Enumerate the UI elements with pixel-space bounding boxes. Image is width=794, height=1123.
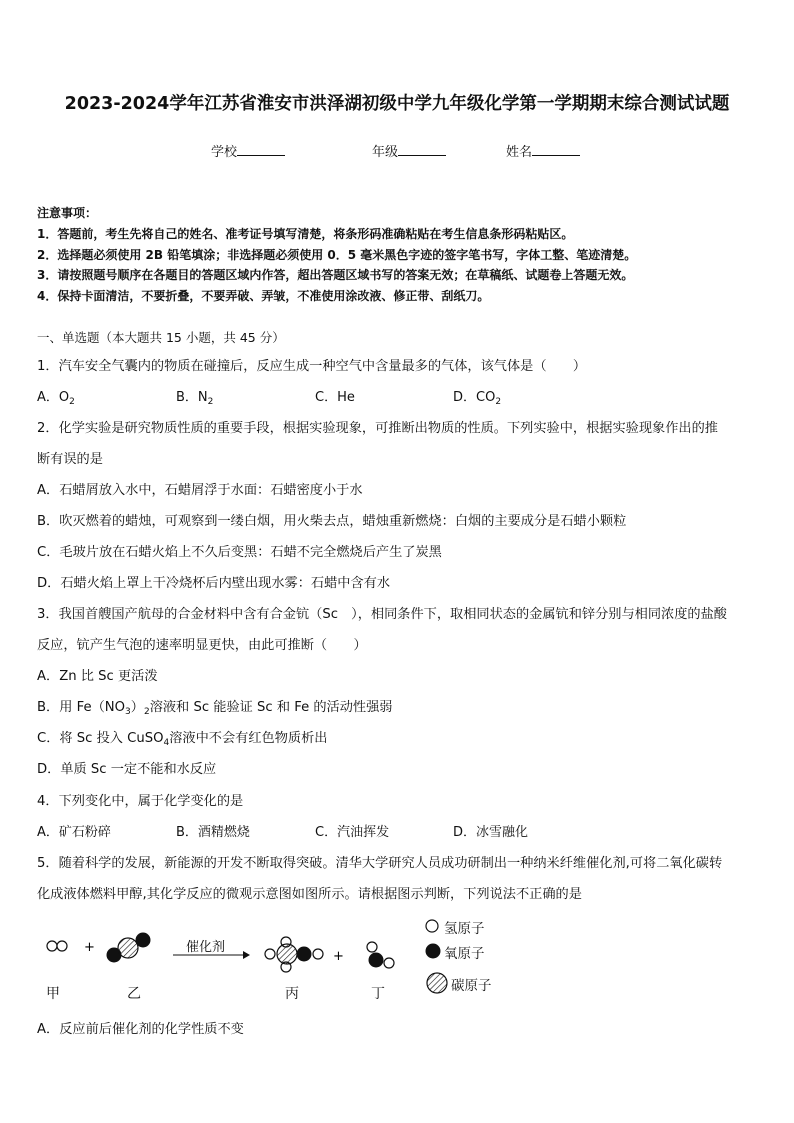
school-label: 学校	[211, 145, 238, 160]
q5-option-a: A．反应前后催化剂的化学性质不变	[37, 1022, 244, 1037]
reaction-diagram-svg	[0, 910, 794, 1010]
carbon-legend-icon	[427, 973, 447, 993]
q3-option-c: C．将 Sc 投入 CuSO$_4$溶液中不会有红色物质析出	[37, 731, 328, 748]
q3-option-d: D．单质 Sc 一定不能和水反应	[37, 762, 217, 777]
q4-stem: 4．下列变化中，属于化学变化的是	[37, 794, 244, 809]
q1-option-d: D．$CO_2$	[453, 390, 502, 407]
school-blank[interactable]	[237, 143, 285, 156]
q2-option-c: C．毛玻片放在石蜡火焰上不久后变黑：石蜡不完全燃烧后产生了炭黑	[37, 545, 442, 560]
q5-stem-line1: 5．随着科学的发展，新能源的开发不断取得突破。清华大学研究人员成功研制出一种纳米纤维催化剂,可将二氧化碳转	[37, 856, 723, 871]
molecule-bing	[265, 937, 323, 972]
q3-option-a: A．Zn 比 Sc 更活泼	[37, 669, 158, 684]
hydrogen-legend-icon	[426, 920, 438, 932]
q1-option-c: C．He	[315, 390, 355, 405]
legend-hydrogen: 氢原子	[444, 921, 485, 937]
q2-option-b: B．吹灭燃着的蜡烛，可观察到一缕白烟，用火柴去点，蜡烛重新燃烧：白烟的主要成分是石蜡小颗粒	[37, 514, 627, 529]
q2-stem-line1: 2．化学实验是研究物质性质的重要手段，根据实验现象，可推断出物质的性质。下列实验中，根据实验现象作出的推	[37, 421, 718, 436]
grade-label: 年级	[372, 145, 399, 160]
plus-sign: +	[333, 949, 344, 964]
notice-item: 1．答题前，考生先将自己的姓名、准考证号填写清楚，将条形码准确粘贴在考生信息条形码粘贴区。	[37, 227, 574, 241]
q2-stem-line2: 断有误的是	[37, 452, 103, 467]
q4-option-b: B．酒精燃烧	[176, 825, 250, 840]
reaction-diagram	[0, 910, 794, 1010]
q3-option-b: B．用 $Fe(NO_3)_2$溶液和 Sc 能验证 Sc 和 Fe 的活动性强弱	[37, 700, 393, 717]
label-jia: 甲	[46, 986, 60, 1002]
label-yi: 乙	[127, 986, 141, 1002]
q1-option-a: A．$O_2$	[37, 390, 75, 407]
q2-option-d: D．石蜡火焰上罩上干冷烧杯后内壁出现水雾：石蜡中含有水	[37, 576, 391, 591]
notice-item: 3．请按照题号顺序在各题目的答题区域内作答，超出答题区域书写的答案无效；在草稿纸、试题卷上答题无效。	[37, 268, 634, 282]
name-blank[interactable]	[532, 143, 580, 156]
q4-option-a: A．矿石粉碎	[37, 825, 111, 840]
q3-stem-line1: 3．我国首艘国产航母的合金材料中含有合金钪（Sc ），相同条件下，取相同状态的金属钪和锌分别与相同浓度的盐酸	[37, 607, 727, 622]
plus-sign: +	[84, 940, 95, 955]
catalyst-label: 催化剂	[186, 940, 226, 955]
notice-item: 4．保持卡面清洁，不要折叠，不要弄破、弄皱，不准使用涂改液、修正带、刮纸刀。	[37, 289, 490, 303]
name-label: 姓名	[506, 145, 533, 160]
q1-stem: 1．汽车安全气囊内的物质在碰撞后，反应生成一种空气中含量最多的气体，该气体是（ ）	[37, 359, 587, 374]
grade-blank[interactable]	[398, 143, 446, 156]
exam-title: 2023-2024学年江苏省淮安市洪泽湖初级中学九年级化学第一学期期末综合测试试题	[64, 94, 730, 114]
q5-stem-line2: 化成液体燃料甲醇,其化学反应的微观示意图如图所示。请根据图示判断，下列说法不正确的是	[37, 887, 582, 902]
name-field	[506, 141, 580, 160]
label-ding: 丁	[371, 986, 385, 1002]
school-field	[211, 141, 285, 160]
notice-heading: 注意事项：	[37, 206, 98, 220]
molecule-jia	[47, 941, 67, 951]
legend-carbon: 碳原子	[451, 978, 492, 994]
molecule-yi	[107, 933, 151, 963]
q2-option-a: A．石蜡屑放入水中，石蜡屑浮于水面：石蜡密度小于水	[37, 483, 363, 498]
notice-item: 2．选择题必须使用 2B 铅笔填涂；非选择题必须使用 0．5 毫米黑色字迹的签字笔书写，字体工整、笔迹清楚。	[37, 248, 637, 262]
q1-option-b: B．$N_2$	[176, 390, 214, 407]
label-bing: 丙	[285, 986, 299, 1002]
section-heading: 一、单选题（本大题共 15 小题，共 45 分）	[37, 330, 285, 345]
legend-oxygen: 氧原子	[444, 946, 485, 962]
oxygen-legend-icon	[426, 944, 441, 959]
q4-option-c: C．汽油挥发	[315, 825, 390, 840]
q4-option-d: D．冰雪融化	[453, 825, 529, 840]
grade-field	[372, 141, 446, 160]
molecule-ding	[367, 942, 394, 968]
q3-stem-line2: 反应，钪产生气泡的速率明显更快，由此可推断（ ）	[37, 638, 367, 653]
